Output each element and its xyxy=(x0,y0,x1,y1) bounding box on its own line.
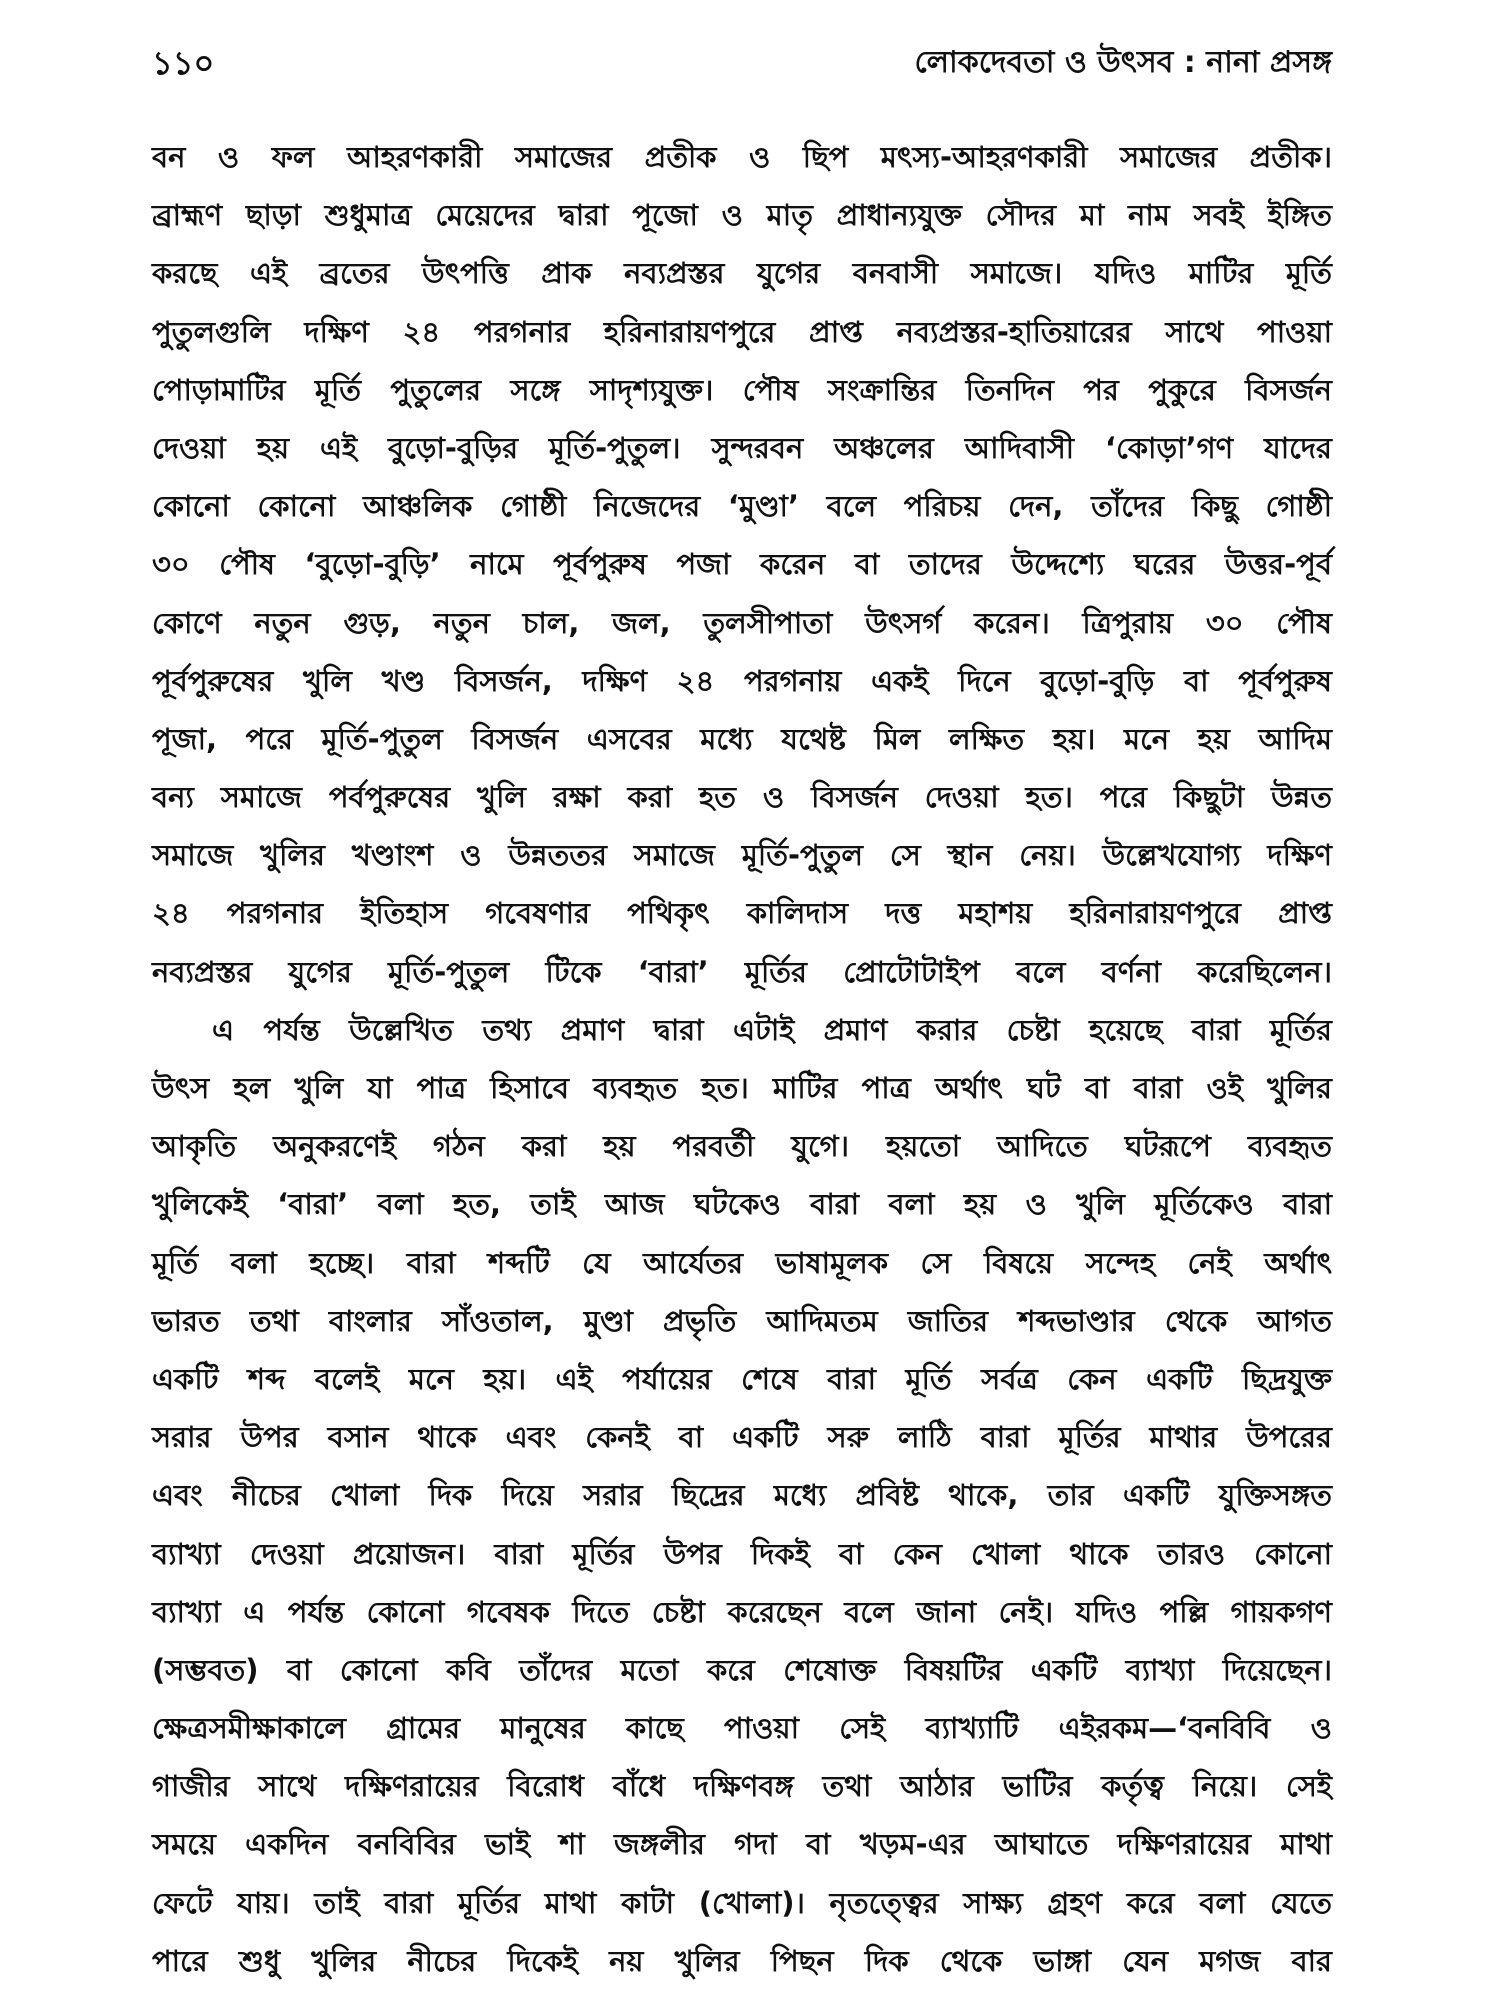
text-line: খুলিকেই ‘বারা’ বলা হত, তাই আজ ঘটকেও বারা বলা হয় ও খুলি মূর্তিকেও বারা xyxy=(152,1187,1332,1222)
text-line: উৎস হল খুলি যা পাত্র হিসাবে ব্যবহৃত হত। মাটির পাত্র অর্থাৎ ঘট বা বারা ওই খুলির xyxy=(152,1071,1332,1105)
text-line: গাজীর সাথে দক্ষিণরায়ের বিরোধ বাঁধে দক্ষিণবঙ্গ তথা আঠার ভাটির কর্তৃত্ব নিয়ে। সেই xyxy=(152,1769,1332,1804)
text-line: এবং নীচের খোলা দিক দিয়ে সরার ছিদ্রের মধ্যে প্রবিষ্ট থাকে, তার একটি যুক্তিসঙ্গত xyxy=(152,1478,1332,1513)
text-line: সরার উপর বসান থাকে এবং কেনই বা একটি সরু লাঠি বারা মূর্তির মাথার উপরের xyxy=(152,1420,1332,1455)
text-line: পূজা, পরে মূর্তি-পুতুল বিসর্জন এসবের মধ্যে যথেষ্ট মিল লক্ষিত হয়। মনে হয় আদিম xyxy=(152,721,1332,756)
text-line: সময়ে একদিন বনবিবির ভাই শা জঙ্গলীর গদা বা খড়ম-এর আঘাতে দক্ষিণরায়ের মাথা xyxy=(152,1827,1332,1862)
text-line: ২৪ পরগনার ইতিহাস গবেষণার পথিকৃৎ কালিদাস দত্ত মহাশয় হরিনারায়ণপুরে প্রাপ্ত xyxy=(152,896,1332,931)
text-line: একটি শব্দ বলেই মনে হয়। এই পর্যায়ের শেষে বারা মূর্তি সর্বত্র কেন একটি ছিদ্রযুক্ত xyxy=(152,1361,1332,1396)
text-line: ক্ষেত্রসমীক্ষাকালে গ্রামের মানুষের কাছে পাওয়া সেই ব্যাখ্যাটি এইরকম—‘বনবিবি ও xyxy=(152,1711,1332,1746)
text-line: পুতুলগুলি দক্ষিণ ২৪ পরগনার হরিনারায়ণপুরে প্রাপ্ত নব্যপ্রস্তর-হাতিয়ারের সাথে পাওয়া xyxy=(152,314,1332,349)
text-line: ব্যাখ্যা এ পর্যন্ত কোনো গবেষক দিতে চেষ্টা করেছেন বলে জানা নেই। যদিও পল্লি গায়কগণ xyxy=(152,1594,1332,1629)
text-line: নব্যপ্রস্তর যুগের মূর্তি-পুতুল টিকে ‘বারা’ মূর্তির প্রোটোটাইপ বলে বর্ণনা করেছিলেন। xyxy=(152,954,1332,989)
text-line: করছে এই ব্রতের উৎপত্তি প্রাক নব্যপ্রস্তর যুগের বনবাসী সমাজে। যদিও মাটির মূর্তি xyxy=(152,256,1332,291)
text-line: ৩০ পৌষ ‘বুড়ো-বুড়ি’ নামে পূর্বপুরুষ পজা করেন বা তাদের উদ্দেশ্যে ঘরের উত্তর-পূর্ব xyxy=(152,547,1332,582)
text-line: কোণে নতুন গুড়, নতুন চাল, জল, তুলসীপাতা উৎসর্গ করেন। ত্রিপুরায় ৩০ পৌষ xyxy=(152,605,1332,640)
text-line: পূর্বপুরুষের খুলি খণ্ড বিসর্জন, দক্ষিণ ২৪ পরগনায় একই দিনে বুড়ো-বুড়ি বা পূর্বপুরুষ xyxy=(152,663,1332,698)
page-number: ১১০ xyxy=(152,44,215,82)
running-title: লোকদেবতা ও উৎসব : নানা প্রসঙ্গ xyxy=(914,45,1332,80)
text-line: ভারত তথা বাংলার সাঁওতাল, মুণ্ডা প্রভৃতি আদিমতম জাতির শব্দভাণ্ডার থেকে আগত xyxy=(152,1303,1332,1338)
text-line: এ পর্যন্ত উল্লেখিত তথ্য প্রমাণ দ্বারা এটাই প্রমাণ করার চেষ্টা হয়েছে বারা মূর্তির xyxy=(212,1012,1332,1047)
text-line: সমাজে খুলির খণ্ডাংশ ও উন্নততর সমাজে মূর্তি-পুতুল সে স্থান নেয়। উল্লেখযোগ্য দক্ষিণ xyxy=(152,838,1332,873)
text-line: কোনো কোনো আঞ্চলিক গোষ্ঠী নিজেদের ‘মুণ্ডা’ বলে পরিচয় দেন, তাঁদের কিছু গোষ্ঠী xyxy=(152,489,1332,524)
text-line: ব্রাহ্মণ ছাড়া শুধুমাত্র মেয়েদের দ্বারা পূজো ও মাতৃ প্রাধান্যযুক্ত সৌদর মা নাম সবই ইঙ্গিত xyxy=(152,198,1332,233)
text-line: দেওয়া হয় এই বুড়ো-বুড়ির মূর্তি-পুতুল। সুন্দরবন অঞ্চলের আদিবাসী ‘কোড়া’গণ যাদের xyxy=(152,430,1332,465)
text-line: আকৃতি অনুকরণেই গঠন করা হয় পরবর্তী যুগে। হয়তো আদিতে ঘটরূপে ব্যবহৃত xyxy=(152,1129,1332,1164)
body-text xyxy=(152,128,1332,1990)
text-line: বন্য সমাজে পর্বপুরুষের খুলি রক্ষা করা হত ও বিসর্জন দেওয়া হত। পরে কিছুটা উন্নত xyxy=(152,780,1332,815)
text-line: ফেটে যায়। তাই বারা মূর্তির মাথা কাটা (খোলা)। নৃতত্ত্বের সাক্ষ্য গ্রহণ করে বলা যেতে xyxy=(152,1885,1332,1920)
text-line: ব্যাখ্যা দেওয়া প্রয়োজন। বারা মূর্তির উপর দিকই বা কেন খোলা থাকে তারও কোনো xyxy=(152,1536,1332,1571)
text-line: পারে শুধু খুলির নীচের দিকেই নয় খুলির পিছন দিক থেকে ভাঙ্গা যেন মগজ বার xyxy=(152,1943,1332,1978)
text-line: বন ও ফল আহরণকারী সমাজের প্রতীক ও ছিপ মৎস্য-আহরণকারী সমাজের প্রতীক। xyxy=(152,140,1332,174)
text-line: পোড়ামাটির মূর্তি পুতুলের সঙ্গে সাদৃশ্যযুক্ত। পৌষ সংক্রান্তির তিনদিন পর পুকুরে বিসর্জন xyxy=(152,372,1332,407)
text-line: মূর্তি বলা হচ্ছে। বারা শব্দটি যে আর্যেতর ভাষামূলক সে বিষয়ে সন্দেহ নেই অর্থাৎ xyxy=(152,1245,1332,1280)
page-header xyxy=(152,38,1332,88)
text-line: (সম্ভবত) বা কোনো কবি তাঁদের মতো করে শেষোক্ত বিষয়টির একটি ব্যাখ্যা দিয়েছেন। xyxy=(152,1652,1332,1687)
